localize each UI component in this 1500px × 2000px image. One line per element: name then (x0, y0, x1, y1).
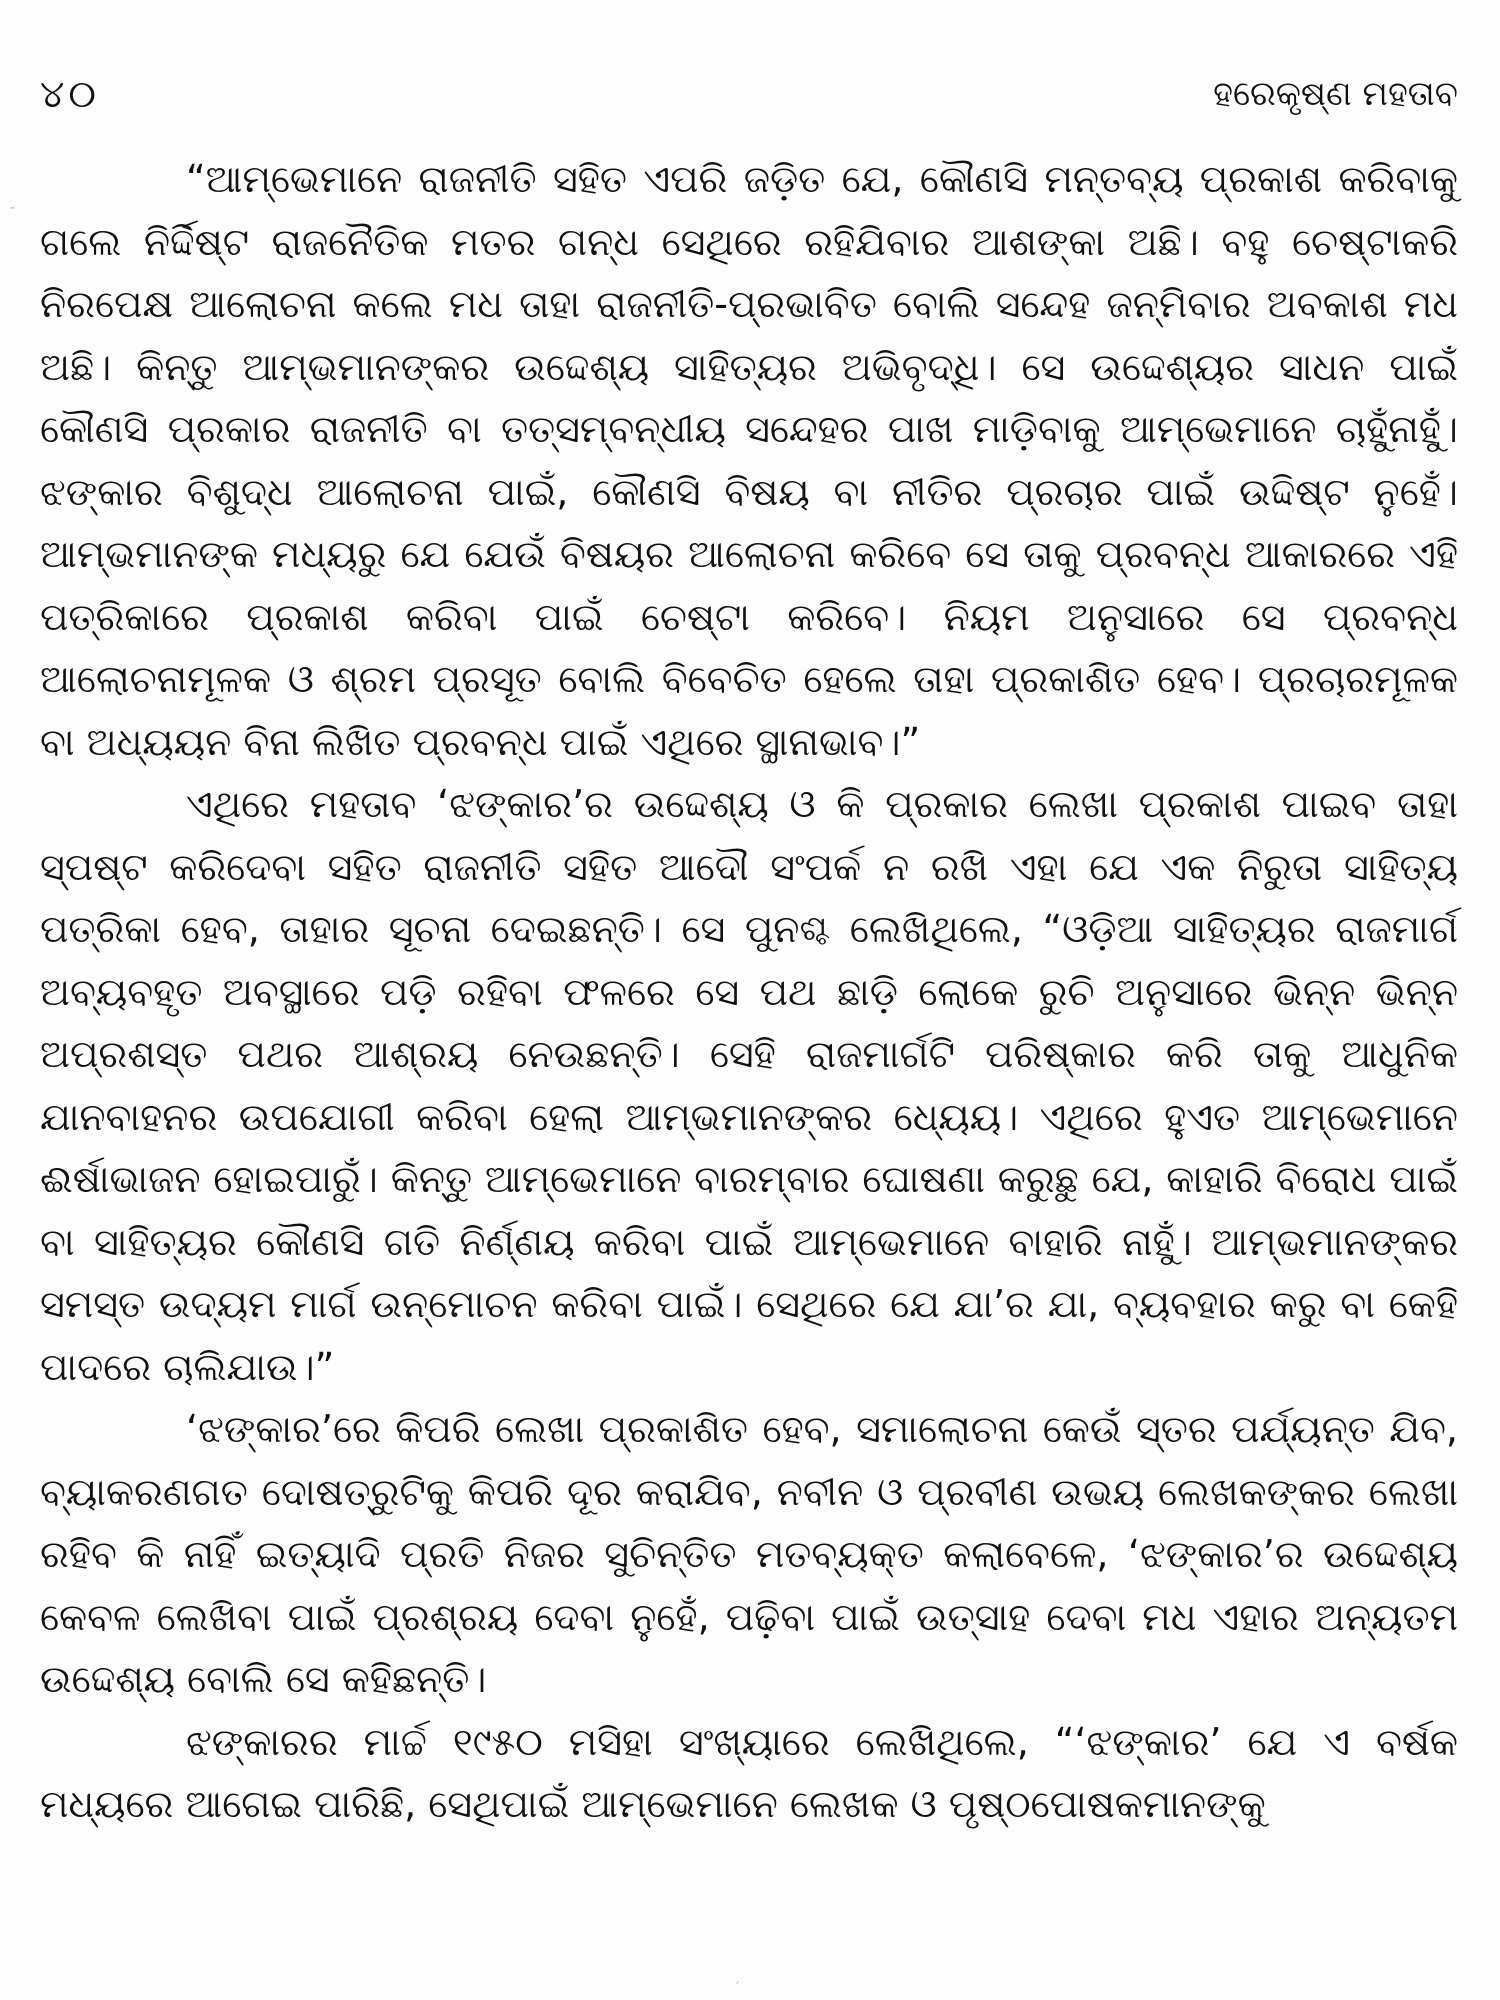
paragraph-4: ଝଙ୍କାରର ମାର୍ଚ୍ଚ ୧୯୫୦ ମସିହା ସଂଖ୍ୟାରେ ଲେଖିଥିଲେ, “‘ଝଙ୍କାର’ ଯେ ଏ ବର୍ଷକ ମଧ୍ୟରେ ଆଗେଇ ପାରିଛି, ସେଥିପାଇଁ ଆମ୍ଭେମାନେ ଲେଖକ ଓ ପୃଷ୍ଠପୋଷକମାନଙ୍କୁ (40, 1719, 1458, 1826)
paragraph-3: ‘ଝଙ୍କାର’ରେ କିପରି ଲେଖା ପ୍ରକାଶିତ ହେବ, ସମାଲୋଚନା କେଉଁ ସ୍ତର ପର୍ଯ୍ୟନ୍ତ ଯିବ, ବ୍ୟାକରଣଗତ ଦୋଷତ୍ରୁଟିକୁ କିପରି ଦୂର କରାଯିବ, ନବୀନ ଓ ପ୍ରବୀଣ ଉଭୟ ଲେଖକଙ୍କର ଲେଖା ରହିବ କି ନାହିଁ ଇତ୍ୟାଦି ପ୍ରତି ନିଜର ସୁଚିନ୍ତିତ ମତବ୍ୟକ୍ତ କଲାବେଳେ, ‘ଝଙ୍କାର’ର ଉଦ୍ଦେଶ୍ୟ କେବଳ ଲେଖିବା ପାଇଁ ପ୍ରଶ୍ରୟ ଦେବା ନୁହେଁ, ପଢ଼ିବା ପାଇଁ ଉତ୍ସାହ ଦେବା ମଧ ଏହାର ଅନ୍ୟତମ ଉଦ୍ଦେଶ୍ୟ ବୋଲି ସେ କହିଛନ୍ତି। (40, 1407, 1458, 1701)
body-text (40, 148, 1458, 1836)
scan-speck: ′ (736, 1980, 740, 1996)
running-head: ହରେକୃଷ୍ଣ ମହତାବ (1213, 74, 1458, 114)
page-number: ୪୦ (40, 71, 100, 116)
scan-speck: ‐ (10, 200, 16, 216)
paragraph-1: “ଆମ୍ଭେମାନେ ରାଜନୀତି ସହିତ ଏପରି ଜଡ଼ିତ ଯେ, କୌଣସି ମନ୍ତବ୍ୟ ପ୍ରକାଶ କରିବାକୁ ଗଲେ ନିର୍ଦ୍ଦିଷ୍ଟ ରାଜନୈତିକ ମତର ଗନ୍ଧ ସେଥିରେ ରହିଯିବାର ଆଶଙ୍କା ଅଛି। ବହୁ ଚେଷ୍ଟାକରି ନିରପେକ୍ଷ ଆଲୋଚନା କଲେ ମଧ ତାହା ରାଜନୀତି-ପ୍ରଭାବିତ ବୋଲି ସନ୍ଦେହ ଜନ୍ମିବାର ଅବକାଶ ମଧ ଅଛି। କିନ୍ତୁ ଆମ୍ଭମାନଙ୍କର ଉଦ୍ଦେଶ୍ୟ ସାହିତ୍ୟର ଅଭିବୃଦ୍ଧି। ସେ ଉଦ୍ଦେଶ୍ୟର ସାଧନ ପାଇଁ କୌଣସି ପ୍ରକାର ରାଜନୀତି ବା ତତ୍‌ସମ୍ବନ୍ଧୀୟ ସନ୍ଦେହର ପାଖ ମାଡ଼ିବାକୁ ଆମ୍ଭେମାନେ ଚାହୁଁନାହୁଁ। ଝଙ୍କାର ବିଶୁଦ୍ଧ ଆଲୋଚନା ପାଇଁ, କୌଣସି ବିଷୟ ବା ନୀତିର ପ୍ରଚାର ପାଇଁ ଉଦ୍ଦିଷ୍ଟ ନୁହେଁ। ଆମ୍ଭମାନଙ୍କ ମଧ୍ୟରୁ ଯେ ଯେଉଁ ବିଷୟର ଆଲୋଚନା କରିବେ ସେ ତାକୁ ପ୍ରବନ୍ଧ ଆକାରରେ ଏହି ପତ୍ରିକାରେ ପ୍ରକାଶ କରିବା ପାଇଁ ଚେଷ୍ଟା କରିବେ। ନିୟମ ଅନୁସାରେ ସେ ପ୍ରବନ୍ଧ ଆଲୋଚନାମୂଳକ ଓ ଶ୍ରମ ପ୍ରସୂତ ବୋଲି ବିବେଚିତ ହେଲେ ତାହା ପ୍ରକାଶିତ ହେବ। ପ୍ରଚାରମୂଳକ ବା ଅଧ୍ୟୟନ ବିନା ଲିଖିତ ପ୍ରବନ୍ଧ ପାଇଁ ଏଥିରେ ସ୍ଥାନାଭାବ।” (40, 157, 1458, 764)
page-header (40, 64, 1458, 124)
paragraph-2: ଏଥିରେ ମହତାବ ‘ଝଙ୍କାର’ର ଉଦ୍ଦେଶ୍ୟ ଓ କି ପ୍ରକାର ଲେଖା ପ୍ରକାଶ ପାଇବ ତାହା ସ୍ପଷ୍ଟ କରିଦେବା ସହିତ ରାଜନୀତି ସହିତ ଆଦୌ ସଂପର୍କ ନ ରଖି ଏହା ଯେ ଏକ ନିରୁତା ସାହିତ୍ୟ ପତ୍ରିକା ହେବ, ତାହାର ସୂଚନା ଦେଇଛନ୍ତି। ସେ ପୁନଶ୍ଚ ଲେଖିଥିଲେ, “ଓଡ଼ିଆ ସାହିତ୍ୟର ରାଜମାର୍ଗ ଅବ୍ୟବହୃତ ଅବସ୍ଥାରେ ପଡ଼ି ରହିବା ଫଳରେ ସେ ପଥ ଛାଡ଼ି ଲୋକେ ରୁଚି ଅନୁସାରେ ଭିନ୍ନ ଭିନ୍ନ ଅପ୍ରଶସ୍ତ ପଥର ଆଶ୍ରୟ ନେଉଛନ୍ତି। ସେହି ରାଜମାର୍ଗଟି ପରିଷ୍କାର କରି ତାକୁ ଆଧୁନିକ ଯାନବାହନର ଉପଯୋଗୀ କରିବା ହେଲା ଆମ୍ଭମାନଙ୍କର ଧ୍ୟେୟ। ଏଥିରେ ହୁଏତ ଆମ୍ଭେମାନେ ଈର୍ଷାଭାଜନ ହୋଇପାରୁଁ। କିନ୍ତୁ ଆମ୍ଭେମାନେ ବାରମ୍ବାର ଘୋଷଣା କରୁଛୁ ଯେ, କାହାରି ବିରୋଧ ପାଇଁ ବା ସାହିତ୍ୟର କୌଣସି ଗତି ନିର୍ଣ୍ଣୟ କରିବା ପାଇଁ ଆମ୍ଭେମାନେ ବାହାରି ନାହୁଁ। ଆମ୍ଭମାନଙ୍କର ସମସ୍ତ ଉଦ୍ୟମ ମାର୍ଗ ଉନ୍ମୋଚନ କରିବା ପାଇଁ। ସେଥିରେ ଯେ ଯା’ର ଯା, ବ୍ୟବହାର କରୁ ବା କେହି ପାଦରେ ଚାଲିଯାଉ।” (40, 782, 1458, 1389)
